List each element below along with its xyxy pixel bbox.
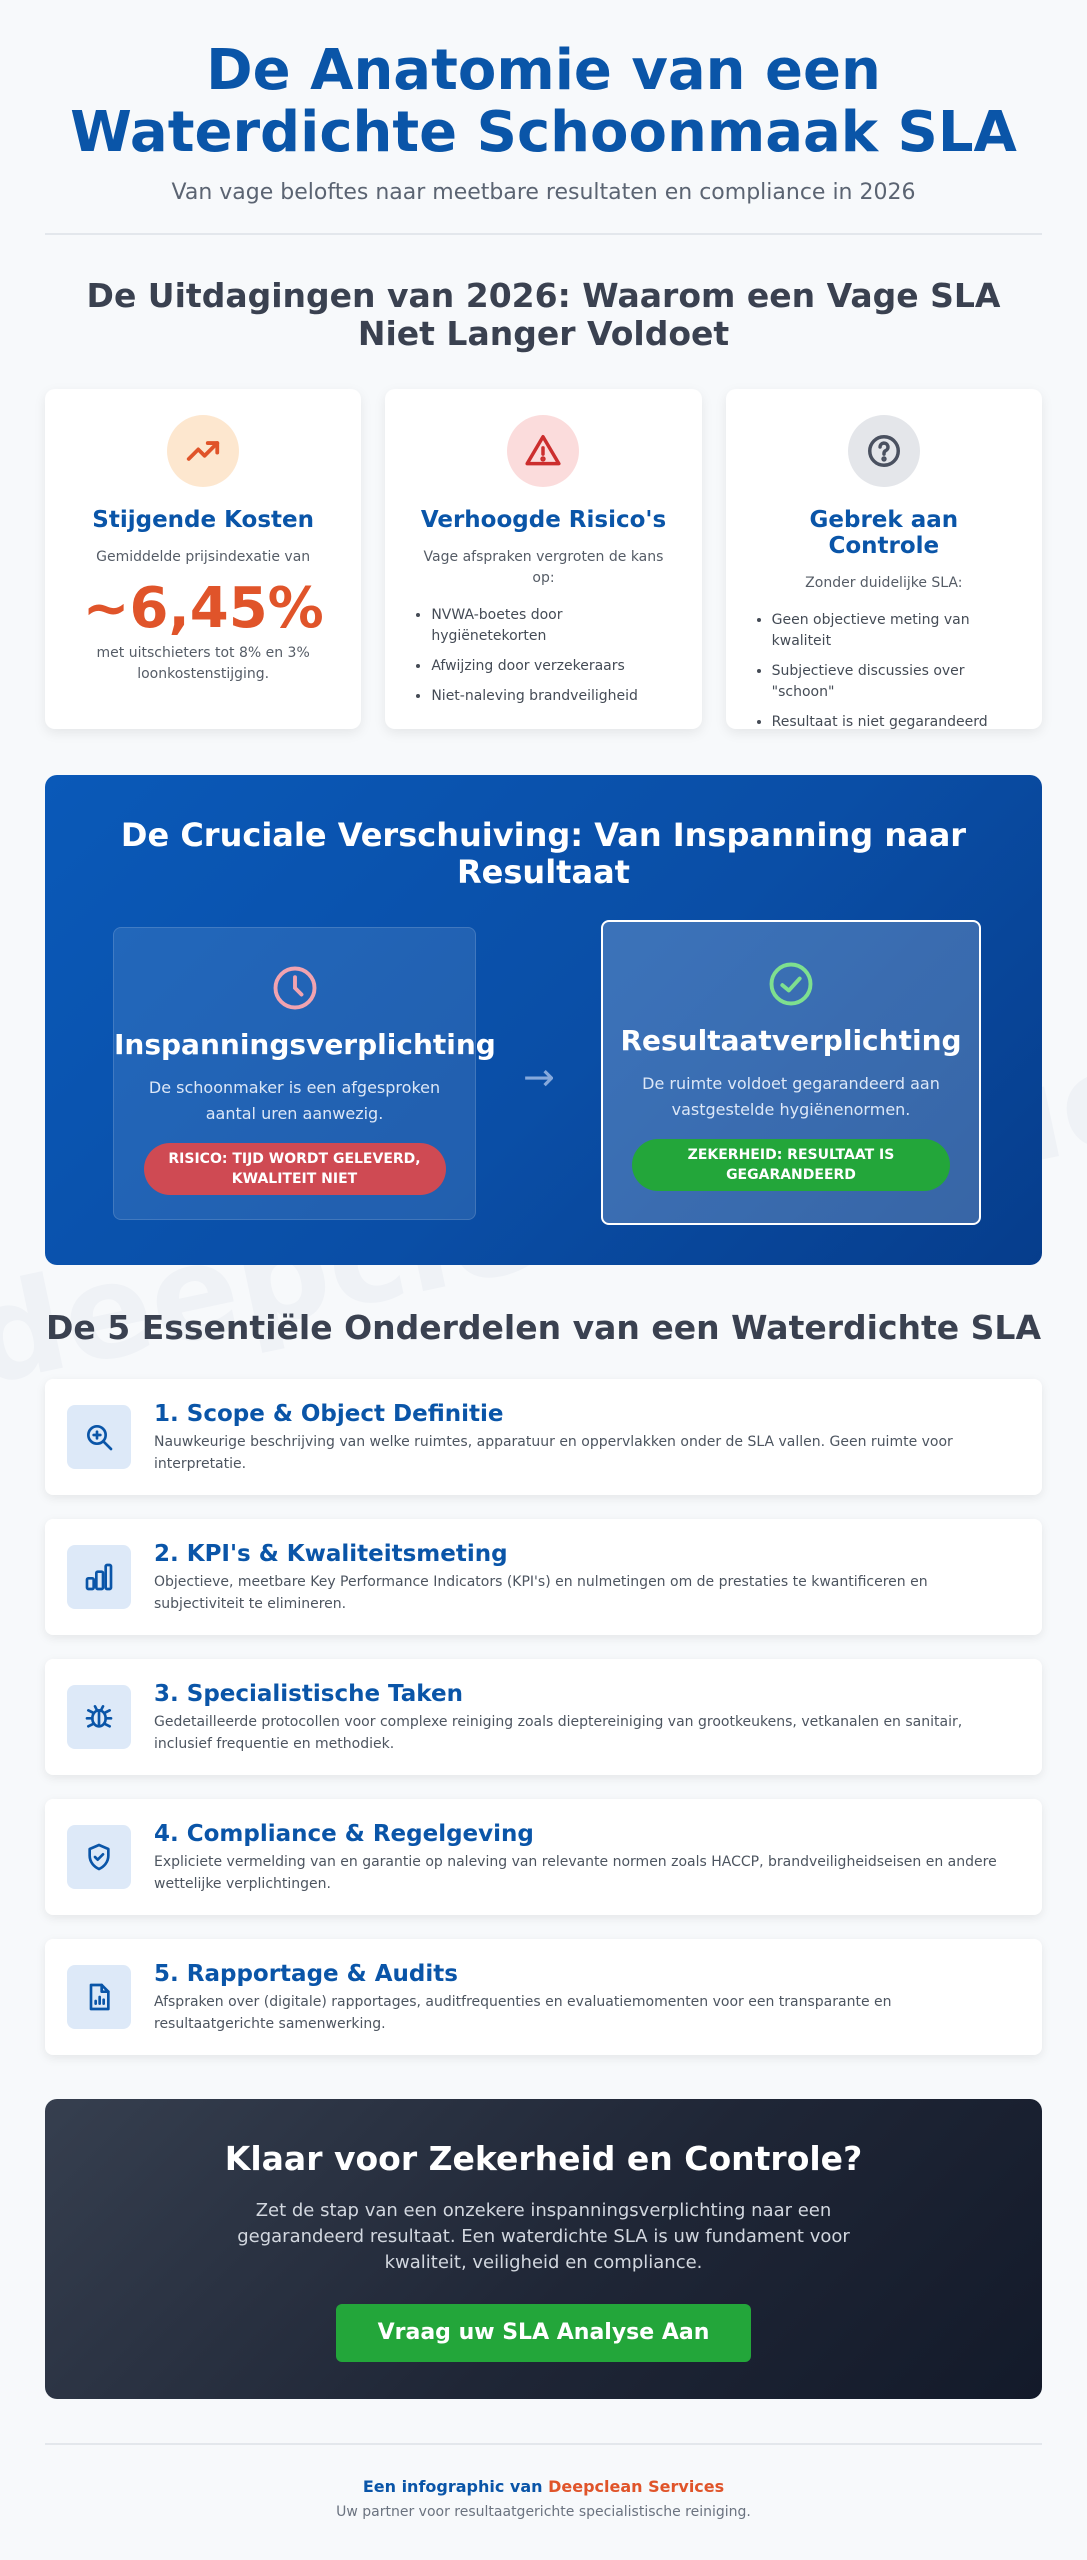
effort-text: De schoonmaker is een afgesproken aantal uren aanwezig.	[148, 1078, 441, 1123]
bar-chart-icon	[67, 1545, 131, 1609]
price-index-value: ~6,45%	[82, 576, 324, 641]
clock-icon	[269, 962, 321, 1014]
result-text: De ruimte voldoet gegarandeerd aan vastgestelde hygiënenormen.	[642, 1074, 940, 1119]
challenge-cards	[45, 389, 1042, 729]
list-item	[45, 1659, 1042, 1775]
search-zoom-icon	[67, 1405, 131, 1469]
bug-icon	[67, 1685, 131, 1749]
item-text: Objectieve, meetbare Key Performance Indicators (KPI's) en nulmetingen om de prestaties te kwantificeren en subjectiviteit te elimineren.	[154, 1574, 928, 1612]
question-icon	[848, 415, 920, 487]
item-text: Gedetailleerde protocollen voor complexe reiniging zoals dieptereiniging van grootkeukens, vetkanalen en sanitair, inclusief frequentie en methodiek.	[154, 1714, 963, 1752]
list-item	[45, 1799, 1042, 1915]
control-list	[752, 610, 1016, 733]
item-title: 4. Compliance & Regelgeving	[154, 1821, 534, 1847]
item-text: Afspraken over (digitale) rapportages, auditfrequenties en evaluatiemomenten voor een transparante en resultaatgerichte samenwerking.	[154, 1994, 892, 2032]
list-item: • NVWA-boetes door hygiënetekorten	[431, 605, 675, 647]
shift-title: De Cruciale Verschuiving: Van Inspanning naar Resultaat	[120, 816, 967, 891]
trending-up-icon	[167, 415, 239, 487]
page-title-line2: Waterdichte Schoonmaak SLA	[70, 100, 1017, 165]
cta-section	[45, 2099, 1042, 2399]
infographic	[45, 0, 1042, 2520]
item-title: 2. KPI's & Kwaliteitsmeting	[154, 1541, 508, 1567]
certainty-badge: ZEKERHEID: RESULTAAT IS GEGARANDEERD	[632, 1139, 950, 1191]
list-item	[45, 1939, 1042, 2055]
warning-icon	[507, 415, 579, 487]
footer-tagline: Uw partner voor resultaatgerichte specialistische reiniging.	[336, 2504, 751, 2520]
cta-text: Zet de stap van een onzekere inspanningsverplichting naar een gegarandeerd resultaat. Een waterdichte SLA is uw fundament voor kwaliteit, veiligheid en compliance.	[237, 2200, 850, 2273]
list-item	[45, 1379, 1042, 1495]
footer-credit-prefix: Een infographic van	[362, 2477, 549, 2496]
list-item: • Subjectieve discussies over "schoon"	[772, 661, 1016, 703]
card-title: Gebrek aan Controle	[809, 507, 959, 559]
card-title: Stijgende Kosten	[92, 507, 315, 533]
cta-title: Klaar voor Zekerheid en Controle?	[224, 2139, 863, 2178]
result-obligation-box	[601, 920, 981, 1225]
challenge-card-costs	[45, 389, 361, 729]
item-text: Expliciete vermelding van en garantie op naleving van relevante normen zoals HACCP, brandveiligheidseisen en andere wettelijke verplichtingen.	[154, 1854, 997, 1892]
result-title: Resultaatverplichting	[620, 1024, 962, 1057]
list-item: • Geen objectieve meting van kwaliteit	[772, 610, 1016, 652]
card-intro: Vage afspraken vergroten de kans op:	[423, 549, 664, 586]
page-subtitle: Van vage beloftes naar meetbare resultaten en compliance in 2026	[171, 180, 916, 205]
shield-check-icon	[67, 1825, 131, 1889]
challenge-card-control	[726, 389, 1042, 729]
item-title: 5. Rapportage & Audits	[154, 1961, 458, 1987]
report-icon	[67, 1965, 131, 2029]
card-intro: Zonder duidelijke SLA:	[805, 575, 963, 591]
card-intro: Gemiddelde prijsindexatie van	[96, 549, 311, 565]
risk-badge: RISICO: TIJD WORDT GELEVERD, KWALITEIT NIET	[144, 1143, 446, 1195]
footer-divider	[45, 2443, 1042, 2445]
page-title	[45, 40, 1042, 164]
effort-title: Inspanningsverplichting	[114, 1028, 496, 1061]
card-title: Verhoogde Risico's	[420, 507, 667, 533]
item-text: Nauwkeurige beschrijving van welke ruimtes, apparatuur en oppervlakken onder de SLA vallen. Geen ruimte voor interpretatie.	[154, 1434, 953, 1472]
list-item: • Afwijzing door verzekeraars	[431, 656, 675, 677]
list-item	[45, 1519, 1042, 1635]
hero-header	[45, 0, 1042, 205]
item-title: 1. Scope & Object Definitie	[154, 1401, 504, 1427]
footer-credit	[45, 2477, 1042, 2496]
risk-list	[411, 605, 675, 707]
page-title-line1: De Anatomie van een	[206, 38, 881, 103]
request-analysis-button[interactable]: Vraag uw SLA Analyse Aan	[336, 2304, 751, 2362]
footer	[45, 2477, 1042, 2520]
arrow-right-icon: →	[523, 1055, 555, 1099]
header-divider	[45, 233, 1042, 235]
card-note: met uitschieters tot 8% en 3% loonkostenstijging.	[96, 645, 310, 682]
shift-section	[45, 775, 1042, 1265]
brand-name[interactable]: Deepclean Services	[548, 2477, 725, 2496]
list-item: • Niet-naleving brandveiligheid	[431, 686, 675, 707]
components-list	[45, 1379, 1042, 2055]
components-title: De 5 Essentiële Onderdelen van een Waterdichte SLA	[46, 1308, 1041, 1347]
check-circle-icon	[765, 958, 817, 1010]
effort-obligation-box	[113, 927, 496, 1220]
challenge-card-risks	[385, 389, 701, 729]
list-item: • Resultaat is niet gegarandeerd	[772, 712, 1016, 733]
challenges-title: De Uitdagingen van 2026: Waarom een Vage SLA Niet Langer Voldoet	[86, 276, 1001, 353]
item-title: 3. Specialistische Taken	[154, 1681, 463, 1707]
